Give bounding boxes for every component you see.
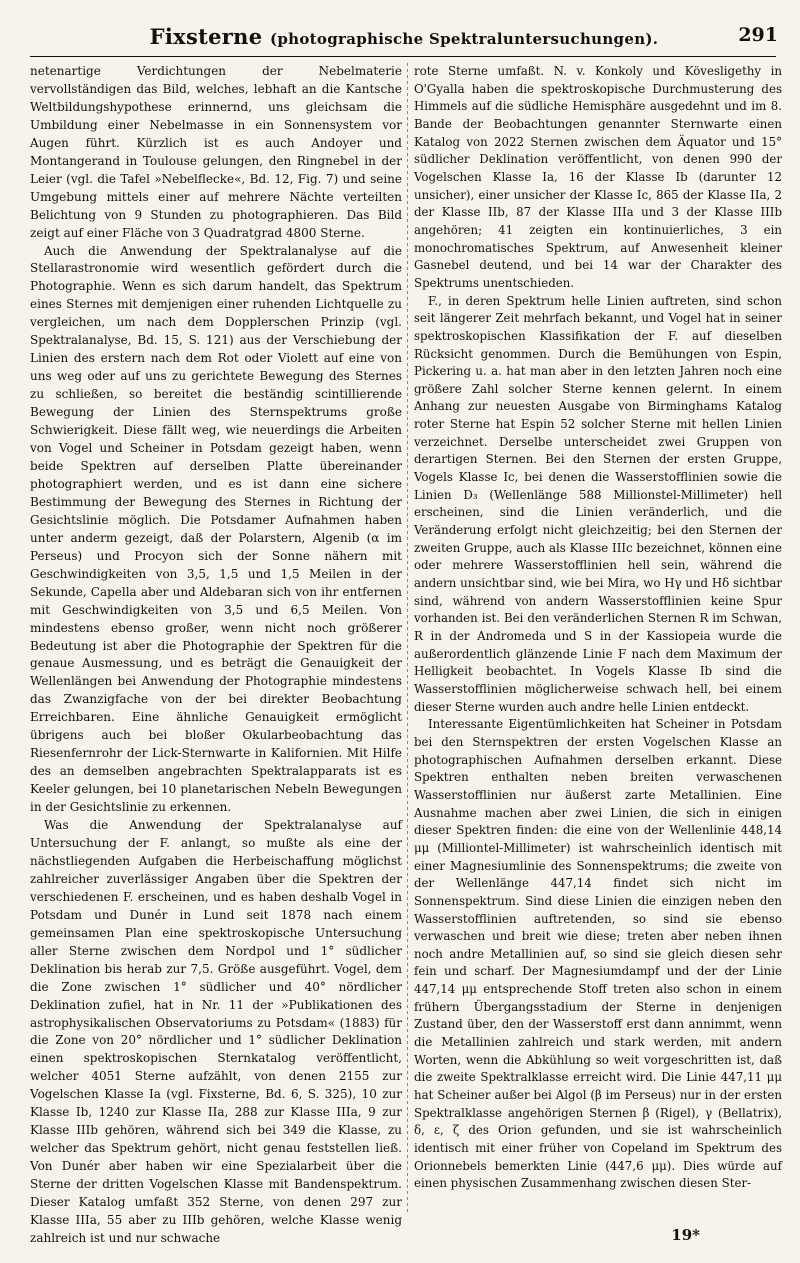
left-column bbox=[30, 63, 402, 1248]
page-number: 291 bbox=[738, 24, 778, 46]
paragraph: Auch die Anwendung der Spektralanalyse auf die Stellarastronomie wird wesentlich gefördert durch die Photographie. Wenn es sich darum handelt, das Spektrum eines Sternes mit demjenigen einer ruhenden Lichtquelle zu vergleichen, um nach dem Dopplerschen Prinzip (vgl. Spektralanalyse, Bd. 15, S. 121) aus der Verschiebung der Linien des erstern nach dem Rot oder Violett auf eine von uns weg oder auf uns zu gerichtete Bewegung des Sternes zu schließen, so bereitet die beständig scintillierende Bewegung der Linien des Sternspektrums große Schwierigkeit. Diese fällt weg, wie neuerdings die Arbeiten von Vogel und Scheiner in Potsdam gezeigt haben, wenn beide Spektren auf derselben Platte übereinander photographiert werden, und es ist dann eine sichere Bestimmung der Bewegung des Sternes in Richtung der Gesichtslinie möglich. Die Potsdamer Aufnahmen haben unter anderm gezeigt, daß der Polarstern, Algenib (α im Perseus) und Procyon sich der Sonne nähern mit Geschwindigkeiten von 3,5, 1,5 und 1,5 Meilen in der Sekunde, Capella aber und Aldebaran sich von ihr entfernen mit Geschwindigkeiten von 3,5 und 6,5 Meilen. Von mindestens ebenso großer, wenn nicht noch größerer Bedeutung ist aber die Photographie der Spektren für die genaue Ausmessung, und es beträgt die Genauigkeit der Wellenlängen bei Anwendung der Photographie mindestens das Zwanzigfache von der bei direkter Beobachtung Erreichbaren. Eine ähnliche Genauigkeit ermöglicht übrigens auch bei bloßer Okularbeobachtung das Riesenfernrohr der Lick-Sternwarte in Kalifornien. Mit Hilfe des an demselben angebrachten Spektralapparats ist es Keeler gelungen, bei 10 planetarischen Nebeln Bewegungen in der Gesichtslinie zu erkennen. bbox=[30, 243, 402, 815]
right-column bbox=[414, 63, 782, 1193]
page-header bbox=[30, 14, 778, 54]
running-title bbox=[30, 24, 778, 49]
paragraph: F., in deren Spektrum helle Linien auftreten, sind schon seit längerer Zeit mehrfach bekannt, und Vogel hat in seiner spektroskopischen Klassifikation der F. auf dieselben Rücksicht genommen. Durch die Bemühungen von Espin, Pickering u. a. hat man aber in den letzten Jahren noch eine größere Zahl solcher Sterne kennen gelernt. In einem Anhang zur neuesten Ausgabe von Birminghams Katalog roter Sterne hat Espin 52 solcher Sterne mit hellen Linien verzeichnet. Derselbe unterscheidet zwei Gruppen von derartigen Sternen. Bei den Sternen der ersten Gruppe, Vogels Klasse Ic, bei denen die Wasserstofflinien sowie die Linien D₃ (Wellenlänge 588 Millionstel-Millimeter) hell erscheinen, sind die Linien veränderlich, und die Veränderung erfolgt nicht gleichzeitig; bei den Sternen der zweiten Gruppe, auch als Klasse IIIc bezeichnet, können eine oder mehrere Wasserstofflinien hell sein, während die andern unsichtbar sind, wie bei Mira, wo Hγ und Hδ sichtbar sind, während von andern Wasserstofflinien keine Spur vorhanden ist. Bei den veränderlichen Sternen R im Schwan, R in der Andromeda und S in der Kassiopeia wurde die außerordentlich glänzende Linie F nach dem Maximum der Helligkeit beobachtet. In Vogels Klasse Ib sind die Wasserstofflinien möglicherweise schwach hell, bei einem dieser Sterne wurden auch andre helle Linien entdeckt. bbox=[414, 293, 783, 714]
running-title-main: Fixsterne bbox=[149, 24, 263, 49]
running-title-subtitle: (photographische Spektraluntersuchungen). bbox=[269, 30, 659, 48]
paragraph: Interessante Eigentümlichkeiten hat Scheiner in Potsdam bei den Sternspektren der ersten Vogelschen Klasse an photographischen Aufnahmen derselben erkannt. Diese Spektren enthalten neben breiten verwaschenen Wasserstofflinien nur äußerst zarte Metallinien. Eine Ausnahme machen aber zwei Linien, die sich in einigen dieser Spektren finden: die eine von der Wellenlinie 448,14 μμ (Milliontel-Millimeter) ist wahrscheinlich identisch mit einer Magnesiumlinie des Sonnenspektrums; die zweite von der Wellenlänge 447,14 findet sich nicht im Sonnenspektrum. Sind diese Linien die einzigen neben den Wasserstofflinien auftretenden, so sind sie ebenso verwaschen und breit wie diese; treten aber neben ihnen noch andre Metallinien auf, so sind sie gleich diesen sehr fein und scharf. Der Magnesiumdampf und der der Linie 447,14 μμ entsprechende Stoff treten also schon in einem frühern Übergangsstadium der Sterne in denjenigen Zustand über, den der Wasserstoff erst dann annimmt, wenn die Metallinien zahlreich und stark werden, mit andern Worten, wenn die Abkühlung so weit vorgeschritten ist, daß die zweite Spektralklasse erreicht wird. Die Linie 447,11 μμ hat Scheiner außer bei Algol (β im Perseus) nur in der ersten Spektralklasse angehörigen Sternen β (Rigel), γ (Bellatrix), δ, ε, ζ des Orion gefunden, und sie ist wahrscheinlich identisch mit einer früher von Copeland im Spektrum des Orionnebels bemerkten Linie (447,6 μμ). Dies würde auf einen physischen Zusammenhang zwischen diesen Ster- bbox=[414, 717, 782, 1191]
column-divider bbox=[407, 63, 408, 1213]
paragraph: Was die Anwendung der Spektralanalyse auf Untersuchung der F. anlangt, so mußte als eine der nächstliegenden Aufgaben die Herbeischaffung möglichst zahlreicher zuverlässiger Angaben über die Spektren der verschiedenen F. erscheinen, und es haben deshalb Vogel in Potsdam und Dunér in Lund seit 1878 nach einem gemeinsamen Plan eine spektroskopische Untersuchung aller Sterne zwischen dem Nordpol und 1° südlicher Deklination bis herab zur 7,5. Größe ausgeführt. Vogel, dem die Zone zwischen 1° südlicher und 40° nördlicher Deklination zufiel, hat in Nr. 11 der »Publikationen des astrophysikalischen Observatoriums zu Potsdam« (1883) für die Zone von 20° nördlicher und 1° südlicher Deklination einen spektroskopischen Sternkatalog veröffentlicht, welcher 4051 Sterne aufzählt, von denen 2155 zur Vogelschen Klasse Ia (vgl. Fixsterne, Bd. 6, S. 325), 10 zur Klasse Ib, 1240 zur Klasse IIa, 288 zur Klasse IIIa, 9 zur Klasse IIIb gehören, während sich bei 349 die Klasse, zu welcher das Spektrum gehört, nicht genau feststellen ließ. Von Dunér aber haben wir eine Spezialarbeit über die Sterne der dritten Vogelschen Klasse mit Bandenspektrum. Dieser Katalog umfaßt 352 Sterne, von denen 297 zur Klasse IIIa, 55 aber zu IIIb gehören, welche Klasse wenig zahlreich ist und nur schwache bbox=[30, 818, 402, 1245]
signature-mark: 19* bbox=[671, 1226, 700, 1244]
paragraph: netenartige Verdichtungen der Nebelmaterie vervollständigen das Bild, welches, lebhaft an die Kantsche Weltbildungshypothese erinnernd, uns gleichsam die Umbildung einer Nebelmasse in ein Sonnensystem vor Augen führt. Kürzlich ist es auch Andoyer und Montangerand in Toulouse gelungen, den Ringnebel in der Leier (vgl. die Tafel »Nebelflecke«, Bd. 12, Fig. 7) und seine Umgebung mittels einer auf mehrere Nächte verteilten Belichtung von 9 Stunden zu photographieren. Das Bild zeigt auf einer Fläche von 3 Quadratgrad 4800 Sterne. bbox=[30, 64, 402, 240]
header-rule bbox=[30, 56, 776, 57]
paragraph: rote Sterne umfaßt. N. v. Konkoly und Kövesligethy in O'Gyalla haben die spektroskopische Durchmusterung des Himmels auf die südliche Hemisphäre ausgedehnt und im 8. Bande der Beobachtungen genannter Sternwarte einen Katalog von 2022 Sternen zwischen dem Äquator und 15° südlicher Deklination veröffentlicht, von denen 990 der Vogelschen Klasse Ia, 16 der Klasse Ib (darunter 12 unsicher), einer unsicher der Klasse Ic, 865 der Klasse IIa, 2 der Klasse IIb, 87 der Klasse IIIa und 3 der Klasse IIIb angehören; 41 zeigten ein kontinuierliches, 3 ein monochromatisches Spektrum, auf Anwesenheit kleiner Gasnebel deutend, und bei 14 war der Charakter des Spektrums unentschieden. bbox=[414, 64, 782, 290]
